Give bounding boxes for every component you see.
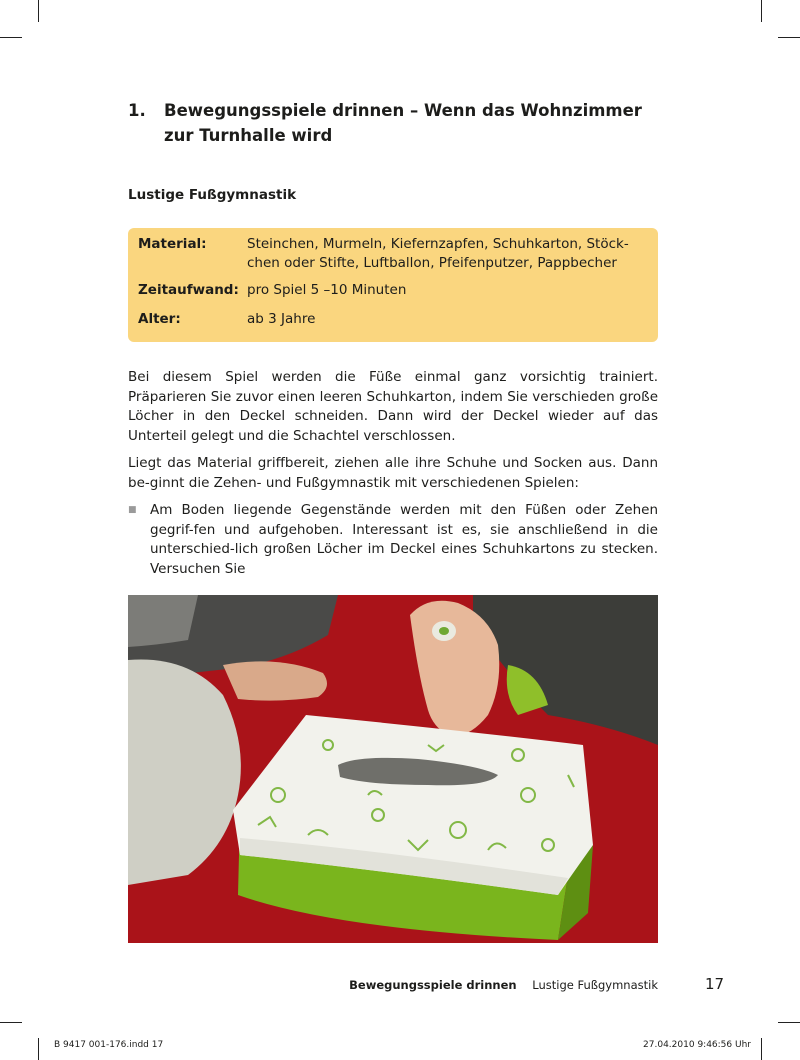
- crop-mark: [38, 1038, 39, 1060]
- crop-mark: [778, 1022, 800, 1023]
- chapter-number: 1.: [128, 101, 146, 120]
- crop-mark: [38, 0, 39, 22]
- square-bullet-icon: ■: [128, 505, 137, 515]
- time-value: pro Spiel 5 –10 Minuten: [247, 282, 407, 298]
- chapter-heading: [128, 98, 668, 148]
- crop-mark: [761, 1038, 762, 1060]
- material-row: [138, 235, 646, 273]
- age-row: [138, 310, 646, 329]
- time-label: Zeitaufwand:: [138, 282, 239, 298]
- material-label: Material:: [138, 236, 207, 252]
- time-row: [138, 281, 646, 300]
- age-label: Alter:: [138, 311, 181, 327]
- list-item-text: Am Boden liegende Gegenstände werden mit den Füßen oder Zehen gegrif-fen und aufgehoben. Interessant ist es, sie anschließend in die unterschied-lich großen Löcher im Deckel eines Schuhkartons zu stecken. Versuchen Sie: [150, 502, 658, 577]
- print-slug-timestamp: 27.04.2010 9:46:56 Uhr: [643, 1040, 751, 1050]
- crop-mark: [0, 37, 22, 38]
- crop-mark: [778, 37, 800, 38]
- crop-mark: [761, 0, 762, 22]
- print-slug-file: B 9417 001-176.indd 17: [54, 1040, 164, 1050]
- footer-chapter: Bewegungsspiele drinnen: [349, 978, 517, 992]
- paragraph: Bei diesem Spiel werden die Füße einmal ganz vorsichtig trainiert. Präparieren Sie zuvor einen leeren Schuhkarton, indem Sie verschieden große Löcher in den Deckel schneiden. Dann wird der Deckel wieder auf das Unterteil gelegt und die Schachtel verschlossen.: [128, 369, 658, 444]
- paragraph: Liegt das Material griffbereit, ziehen alle ihre Schuhe und Socken aus. Dann be-ginnt die Zehen- und Fußgymnastik mit verschiedenen Spielen:: [128, 455, 658, 491]
- list-item: [128, 501, 658, 579]
- material-value: Steinchen, Murmeln, Kiefernzapfen, Schuhkarton, Stöck-chen oder Stifte, Luftballon, Pfeifenputzer, Pappbecher: [247, 236, 629, 271]
- material-info-box: [128, 228, 658, 342]
- footer-section: Lustige Fußgymnastik: [532, 978, 658, 992]
- page-number: 17: [705, 975, 725, 993]
- crop-mark: [0, 1022, 22, 1023]
- age-value: ab 3 Jahre: [247, 311, 316, 327]
- photo-foot-shoebox: [128, 595, 658, 943]
- running-footer: [300, 977, 658, 993]
- section-title: Lustige Fußgymnastik: [128, 187, 297, 203]
- body-text: [128, 368, 658, 579]
- chapter-title: Bewegungsspiele drinnen – Wenn das Wohnzimmer zur Turnhalle wird: [164, 101, 642, 145]
